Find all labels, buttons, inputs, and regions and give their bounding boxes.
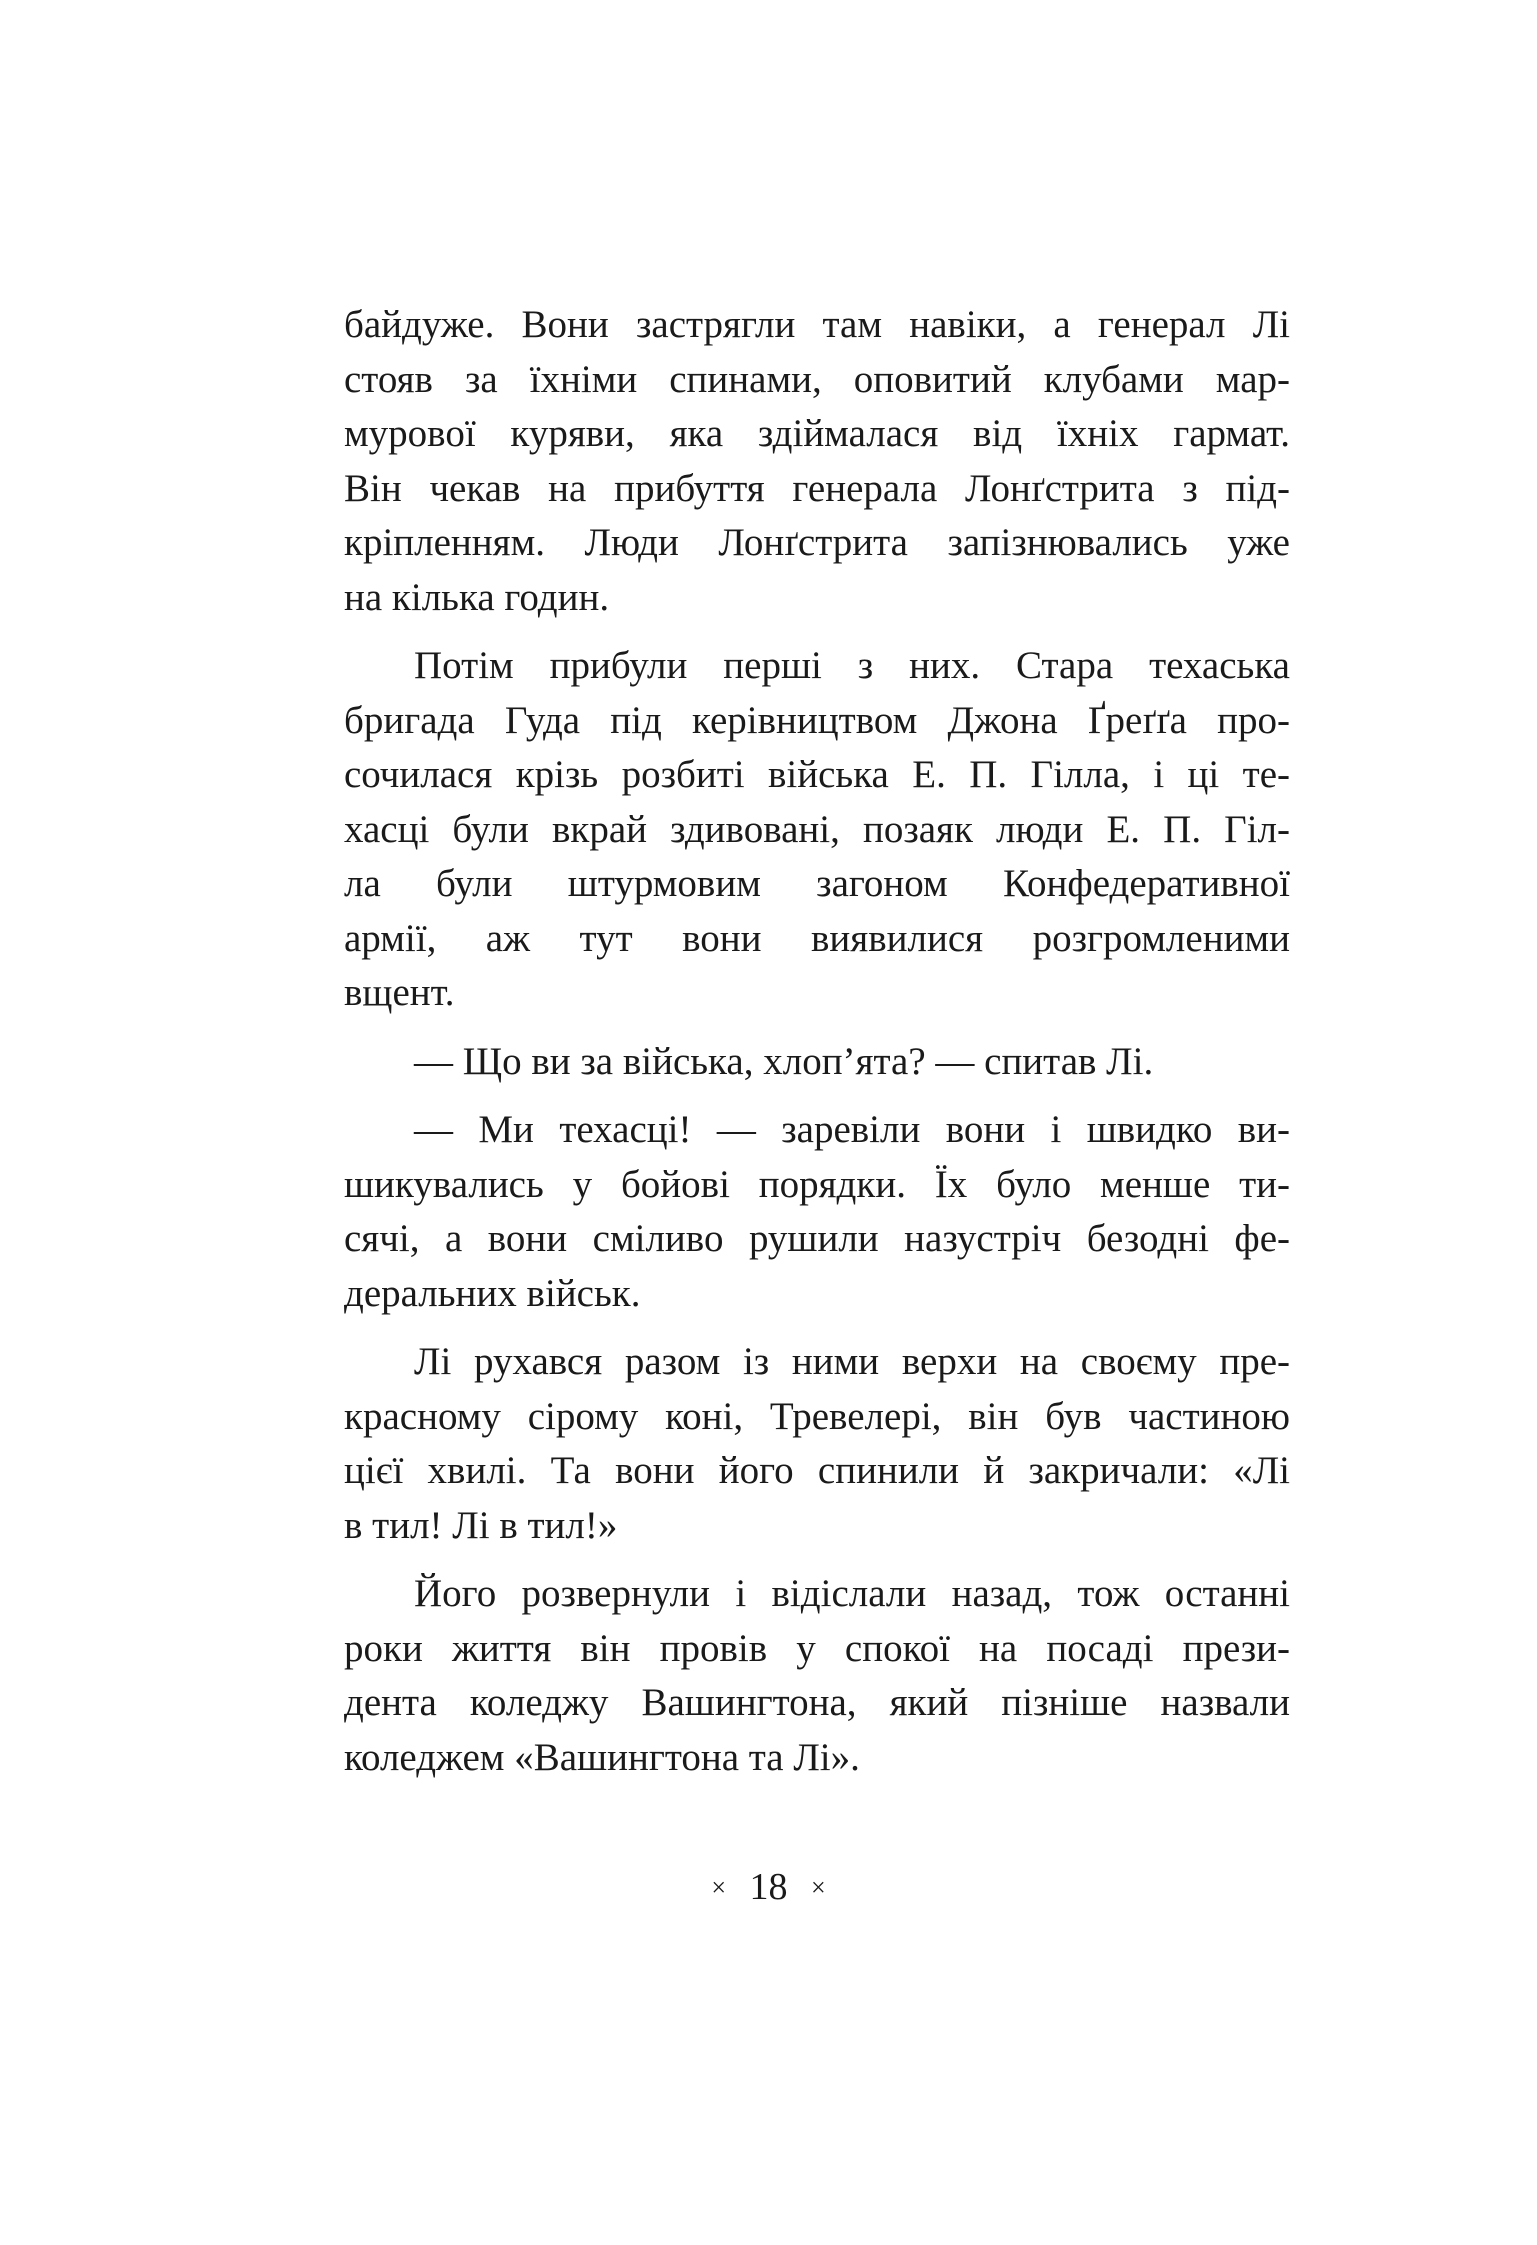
page-footer <box>0 1862 1537 1915</box>
text-line: армії, аж тут вони виявилися розгромленими <box>344 916 1290 960</box>
text-line: дента коледжу Вашингтона, який пізніше назвали <box>344 1681 1290 1724</box>
text-line: вщент. <box>344 971 455 1014</box>
paragraph <box>344 639 1290 1021</box>
text-line: — Що ви за війська, хлоп’ята? — спитав Лі. <box>414 1039 1154 1083</box>
text-line: сячі, а вони сміливо рушили назустріч безодні фе- <box>344 1217 1290 1260</box>
text-line: красному сірому коні, Тревелері, він був частиною <box>344 1394 1290 1438</box>
paragraph <box>344 1567 1290 1785</box>
text-line: коледжем «Вашингтона та Лі». <box>344 1735 860 1779</box>
text-line: хасці були вкрай здивовані, позаяк люди Е. П. Гіл- <box>344 807 1290 851</box>
text-line: мурової куряви, яка здіймалася від їхніх гармат. <box>344 412 1290 455</box>
text-line: сочилася крізь розбиті війська Е. П. Гілла, і ці те- <box>344 753 1290 796</box>
text-line: стояв за їхніми спинами, оповитий клубами мар- <box>344 357 1290 401</box>
text-line: Лі рухався разом із ними верхи на своєму пре- <box>414 1340 1290 1383</box>
text-line: шикувались у бойові порядки. Їх було менше ти- <box>344 1162 1290 1206</box>
text-line: Потім прибули перші з них. Стара техаська <box>414 644 1290 687</box>
paragraph-gap <box>344 1553 1290 1567</box>
paragraph-gap <box>344 1089 1290 1103</box>
footer-ornament-left: × <box>711 1873 726 1903</box>
paragraph-gap <box>344 1321 1290 1335</box>
paragraph-gap <box>344 625 1290 639</box>
page-number: 18 <box>749 1866 788 1908</box>
paragraph <box>344 1035 1290 1090</box>
text-line: — Ми техасці! — заревіли вони і швидко ви- <box>414 1108 1290 1151</box>
text-line: на кілька годин. <box>344 575 610 619</box>
text-line: кріпленням. Люди Лонґстрита запізнювались уже <box>344 521 1290 564</box>
text-line: деральних військ. <box>344 1271 641 1315</box>
paragraph <box>344 298 1290 625</box>
text-line: цієї хвилі. Та вони його спинили й закричали: «Лі <box>344 1449 1290 1492</box>
paragraph <box>344 1335 1290 1553</box>
text-line: ла були штурмовим загоном Конфедеративної <box>344 862 1290 905</box>
text-line: байдуже. Вони застрягли там навіки, а генерал Лі <box>344 303 1290 346</box>
text-line: Він чекав на прибуття генерала Лонґстрита з під- <box>344 466 1290 510</box>
text-line: Його розвернули і відіслали назад, тож останні <box>414 1572 1290 1615</box>
text-line: бригада Гуда під керівництвом Джона Ґреґґа про- <box>344 698 1290 742</box>
text-line: роки життя він провів у спокої на посаді прези- <box>344 1626 1290 1670</box>
paragraph <box>344 1103 1290 1321</box>
paragraph-gap <box>344 1021 1290 1035</box>
footer-ornament-right: × <box>811 1873 826 1903</box>
text-line: в тил! Лі в тил!» <box>344 1503 618 1547</box>
body-text <box>344 298 1290 1785</box>
